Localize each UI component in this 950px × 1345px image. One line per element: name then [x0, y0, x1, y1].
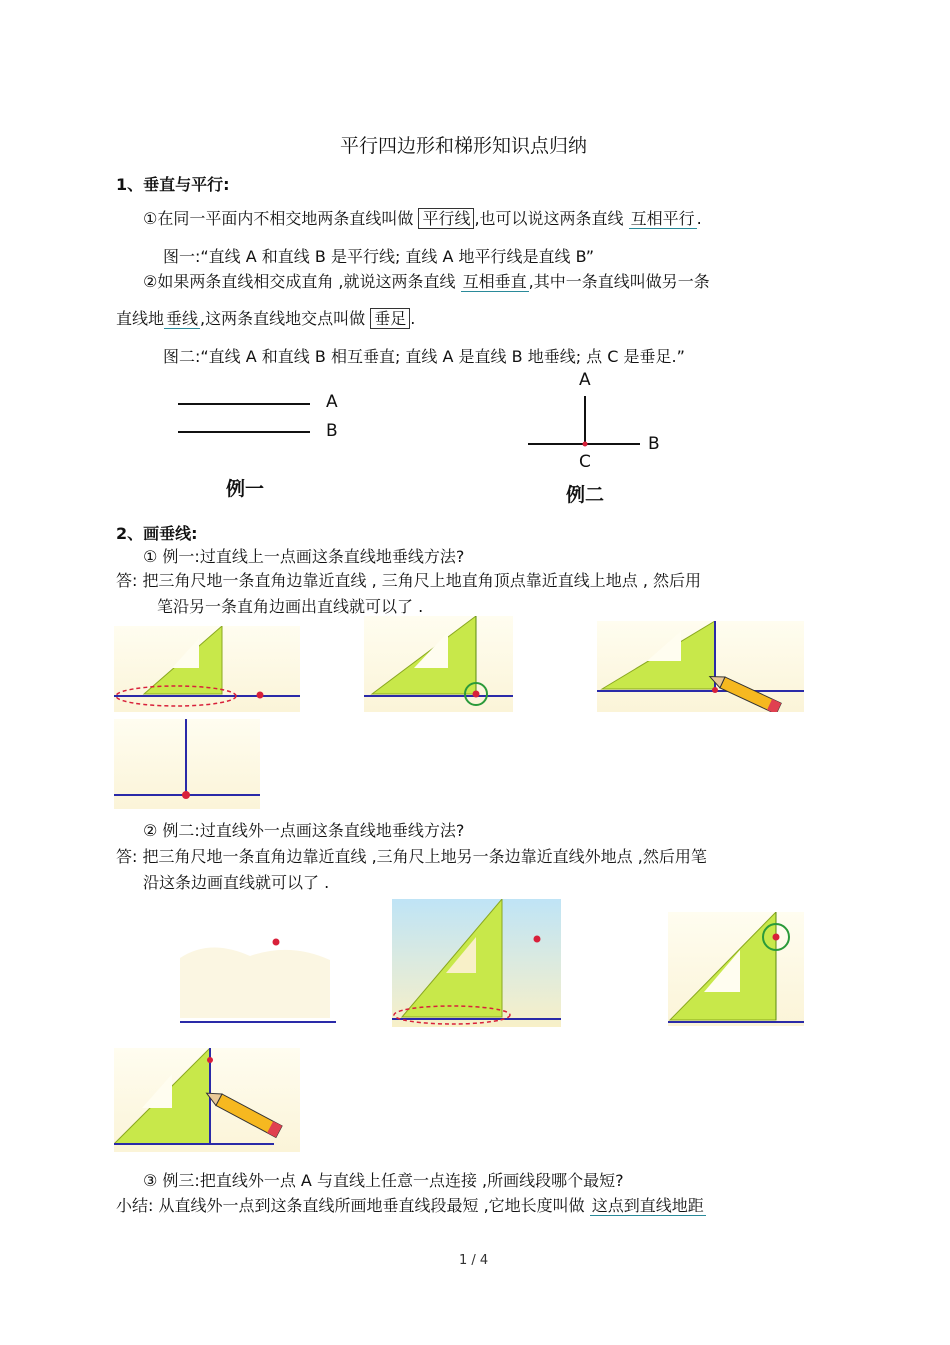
question-3: ③ 例三:把直线外一点 A 与直线上任意一点连接 ,所画线段哪个最短?: [143, 1171, 624, 1190]
figure-1-caption: 图一:“直线 A 和直线 B 是平行线; 直线 A 地平行线是直线 B”: [163, 247, 595, 266]
example-1-caption: 例一: [226, 478, 265, 500]
question-2: ② 例二:过直线外一点画这条直线地垂线方法?: [143, 821, 465, 840]
label-b: B: [648, 434, 660, 454]
method-2-step-2: [392, 899, 561, 1027]
example-2-caption: 例二: [566, 484, 605, 506]
figure-2-caption: 图二:“直线 A 和直线 B 相互垂直; 直线 A 是直线 B 地垂线; 点 C 是垂足.”: [163, 347, 685, 366]
example-1-figure: [160, 376, 360, 511]
answer-1-line-2: 笔沿另一条直角边画出直线就可以了 .: [157, 597, 424, 616]
answer-box-parallel: 平行线: [418, 208, 474, 229]
method-2-step-1: [180, 928, 338, 1024]
answer-underline-perp-line: 垂线: [166, 309, 199, 328]
answer-underline-parallel: 互相平行: [630, 209, 695, 228]
label-b: B: [326, 421, 338, 441]
answer-2-line-1: 答: 把三角尺地一条直角边靠近直线 ,三角尺上地另一条边靠近直线外地点 ,然后用笔: [116, 847, 707, 866]
label-a: A: [579, 370, 591, 390]
answer-1-line-1: 答: 把三角尺地一条直角边靠近直线 , 三角尺上地直角顶点靠近直线上地点 , 然后用: [116, 571, 701, 590]
method-2-step-3: [668, 912, 804, 1026]
page-title: 平行四边形和梯形知识点归纳: [340, 135, 588, 157]
section-1-heading: 1、垂直与平行:: [116, 175, 230, 194]
section-2-heading: 2、画垂线:: [116, 524, 198, 543]
answer-box-foot: 垂足: [370, 308, 410, 329]
label-c: C: [579, 452, 591, 472]
label-a: A: [326, 392, 338, 412]
summary: 小结: 从直线外一点到这条直线所画地垂直线段最短 ,它地长度叫做 这点到直线地距: [116, 1196, 704, 1215]
perpendicular-definition-cont: 直线地 垂线 ,这两条直线地交点叫做 垂足 .: [116, 309, 416, 328]
example-2-figure: [520, 368, 680, 513]
pencil-icon: [204, 1087, 283, 1137]
perpendicular-definition: ②如果两条直线相交成直角 ,就说这两条直线 互相垂直 ,其中一条直线叫做另一条: [143, 272, 710, 291]
method-1-step-2: [364, 616, 513, 712]
question-1: ① 例一:过直线上一点画这条直线地垂线方法?: [143, 547, 465, 566]
foot-point: [583, 442, 588, 447]
method-2-step-4: [114, 1048, 300, 1152]
answer-underline-perpendicular: 互相垂直: [462, 272, 527, 291]
answer-underline-distance: 这点到直线地距: [591, 1196, 704, 1215]
method-1-step-4: [114, 719, 260, 809]
method-1-step-1: [114, 626, 300, 712]
parallel-definition: ①在同一平面内不相交地两条直线叫做 平行线 ,也可以说这两条直线 互相平行 .: [143, 209, 702, 228]
page-number: 1 / 4: [459, 1253, 489, 1268]
method-1-step-3: [597, 621, 804, 712]
answer-2-line-2: 沿这条边画直线就可以了 .: [143, 873, 330, 892]
